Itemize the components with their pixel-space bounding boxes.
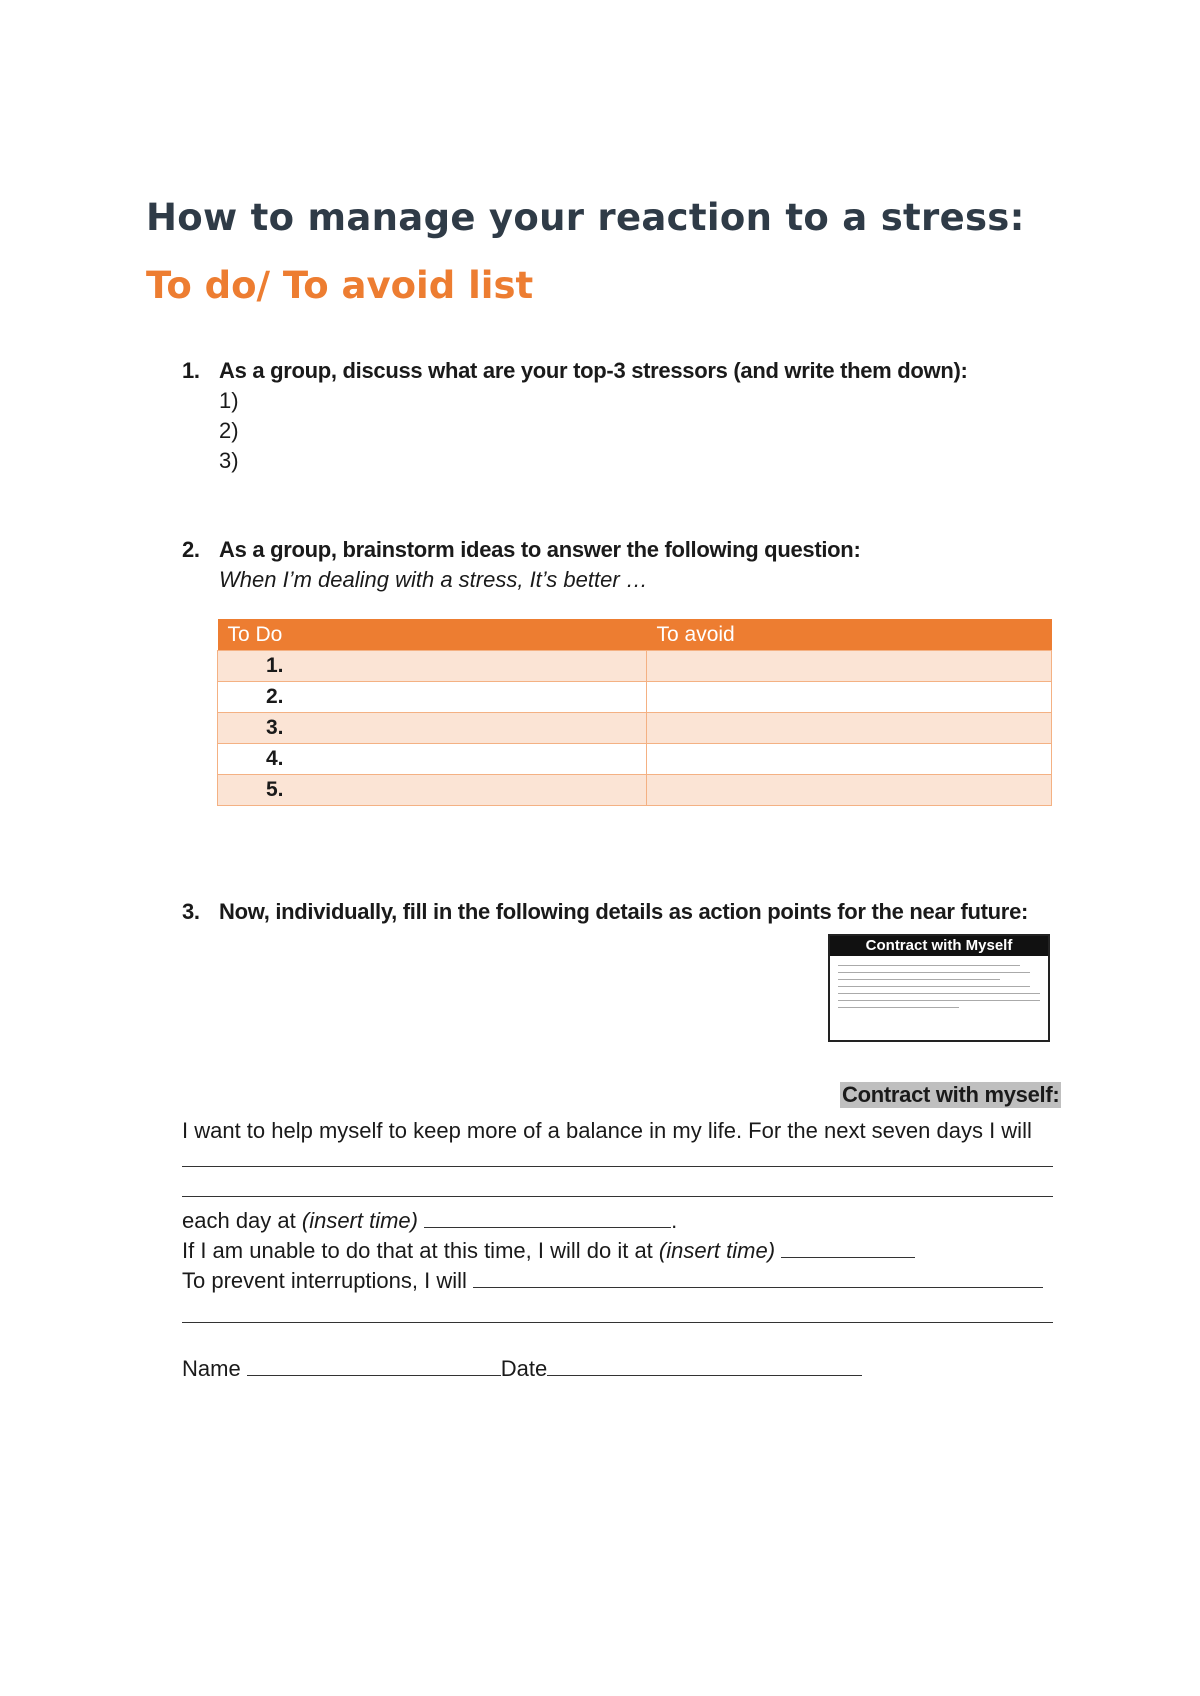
question-text: As a group, brainstorm ideas to answer the following question: [219,537,861,562]
row-number: 2. [218,682,647,713]
signature-row [182,1356,862,1382]
each-day-text: each day at [182,1208,302,1233]
page-subtitle: To do/ To avoid list [146,264,534,307]
table-row [218,713,1052,744]
stressor-item: 2) [219,418,239,443]
question-number: 3. [182,899,200,924]
table-row [218,775,1052,806]
page-title: How to manage your reaction to a stress: [146,196,1025,239]
stressor-item: 3) [219,448,239,473]
stressor-item: 1) [219,388,239,413]
blank-line[interactable] [182,1196,1053,1197]
avoid-cell[interactable] [647,682,1052,713]
table-header-todo: To Do [218,619,647,651]
question-prompt: When I’m dealing with a stress, It’s better … [219,567,648,592]
name-label: Name [182,1356,247,1381]
prevent-blank[interactable] [473,1269,1043,1288]
time-blank[interactable] [424,1209,671,1228]
time-blank[interactable] [781,1239,915,1258]
row-number: 3. [218,713,647,744]
avoid-cell[interactable] [647,713,1052,744]
blank-line[interactable] [182,1322,1053,1323]
table-row [218,682,1052,713]
contract-header: Contract with myself: [842,1082,1060,1107]
name-blank[interactable] [247,1357,501,1376]
insert-time-hint: (insert time) [658,1238,776,1263]
contract-prevent [182,1268,1055,1294]
insert-time-hint: (insert time) [301,1208,418,1233]
avoid-cell[interactable] [647,651,1052,682]
unable-text: If I am unable to do that at this time, I will do it at [182,1238,659,1263]
contract-each-day [182,1208,677,1234]
question-number: 2. [182,537,200,562]
row-number: 1. [218,651,647,682]
question-text: As a group, discuss what are your top-3 stressors (and write them down): [219,358,968,383]
avoid-cell[interactable] [647,775,1052,806]
table-row [218,744,1052,775]
period: . [671,1208,678,1233]
avoid-cell[interactable] [647,744,1052,775]
todo-avoid-table [217,619,1052,806]
thumbnail-lines [830,956,1048,1017]
contract-thumbnail-image [828,934,1050,1042]
contract-line-1: I want to help myself to keep more of a balance in my life. For the next seven days I will [182,1118,1032,1143]
question-number: 1. [182,358,200,383]
row-number: 5. [218,775,647,806]
row-number: 4. [218,744,647,775]
date-blank[interactable] [547,1357,862,1376]
question-text: Now, individually, fill in the following details as action points for the near future: [219,899,1029,924]
table-header-avoid: To avoid [647,619,1052,651]
contract-unable [182,1238,915,1264]
table-row [218,651,1052,682]
blank-line[interactable] [182,1166,1053,1167]
date-label: Date [500,1356,548,1381]
thumbnail-title: Contract with Myself [830,936,1048,956]
prevent-text: To prevent interruptions, I will [182,1268,474,1293]
